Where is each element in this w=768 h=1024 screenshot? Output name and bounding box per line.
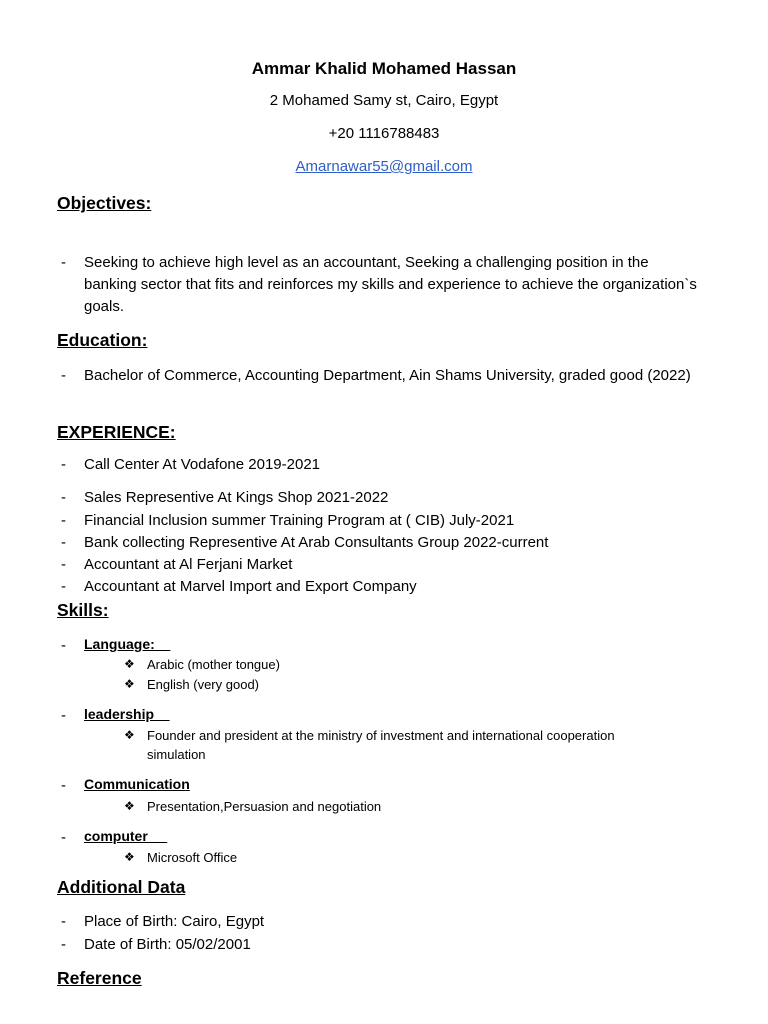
dash-bullet: - — [61, 637, 66, 654]
experience-text: Accountant at Al Ferjani Market — [84, 556, 293, 573]
dash-bullet: - — [61, 707, 66, 724]
dash-bullet: - — [61, 512, 66, 529]
experience-text: Accountant at Marvel Import and Export Company — [84, 578, 417, 595]
dash-bullet: - — [61, 556, 66, 573]
dash-bullet: - — [61, 534, 66, 551]
dash-bullet: - — [61, 489, 66, 506]
skills-heading: Skills: — [57, 600, 109, 620]
skill-group-title: Language: — [84, 636, 171, 652]
experience-text: Bank collecting Representive At Arab Consultants Group 2022-current — [84, 534, 549, 551]
diamond-bullet-icon: ❖ — [124, 728, 135, 742]
dash-bullet: - — [61, 777, 66, 794]
experience-heading: EXPERIENCE: — [57, 422, 176, 442]
skill-group-title: computer — [84, 828, 168, 844]
experience-text: Call Center At Vodafone 2019-2021 — [84, 456, 321, 473]
experience-text: Sales Representive At Kings Shop 2021-2022 — [84, 489, 389, 506]
dash-bullet: - — [61, 254, 66, 271]
dash-bullet: - — [61, 367, 66, 384]
objectives-heading: Objectives: — [57, 193, 152, 213]
reference-heading: Reference — [57, 968, 142, 988]
education-heading: Education: — [57, 330, 148, 350]
objective-text: Seeking to achieve high level as an accountant, Seeking a challenging position in the banking sector that fits and reinforces my skills and experience to achieve the organization`s goals. — [84, 254, 697, 315]
additional-text: Date of Birth: 05/02/2001 — [84, 936, 251, 953]
skill-text: English (very good) — [147, 677, 259, 692]
candidate-name: Ammar Khalid Mohamed Hassan — [251, 59, 517, 78]
candidate-address: 2 Mohamed Samy st, Cairo, Egypt — [269, 92, 499, 109]
skill-text: Arabic (mother tongue) — [147, 657, 280, 672]
experience-text: Financial Inclusion summer Training Program at ( CIB) July-2021 — [84, 512, 515, 529]
dash-bullet: - — [61, 578, 66, 595]
dash-bullet: - — [61, 913, 66, 930]
diamond-bullet-icon: ❖ — [124, 799, 135, 813]
diamond-bullet-icon: ❖ — [124, 850, 135, 864]
diamond-bullet-icon: ❖ — [124, 657, 135, 671]
skill-text: Microsoft Office — [147, 850, 238, 865]
skill-group-title: leadership — [84, 706, 170, 722]
additional-data-heading: Additional Data — [57, 877, 186, 897]
education-text: Bachelor of Commerce, Accounting Department, Ain Shams University, graded good (2022) — [84, 367, 691, 384]
dash-bullet: - — [61, 456, 66, 473]
candidate-phone: +20 1116788483 — [328, 125, 440, 142]
skill-text: Presentation,Persuasion and negotiation — [147, 799, 382, 814]
dash-bullet: - — [61, 829, 66, 846]
additional-text: Place of Birth: Cairo, Egypt — [84, 913, 265, 930]
skill-text: Founder and president at the ministry of investment and international cooperation simulation — [147, 728, 615, 762]
diamond-bullet-icon: ❖ — [124, 677, 135, 691]
skill-group-title: Communication — [84, 776, 190, 792]
dash-bullet: - — [61, 936, 66, 953]
candidate-email-link[interactable]: Amarnawar55@gmail.com — [295, 158, 473, 175]
